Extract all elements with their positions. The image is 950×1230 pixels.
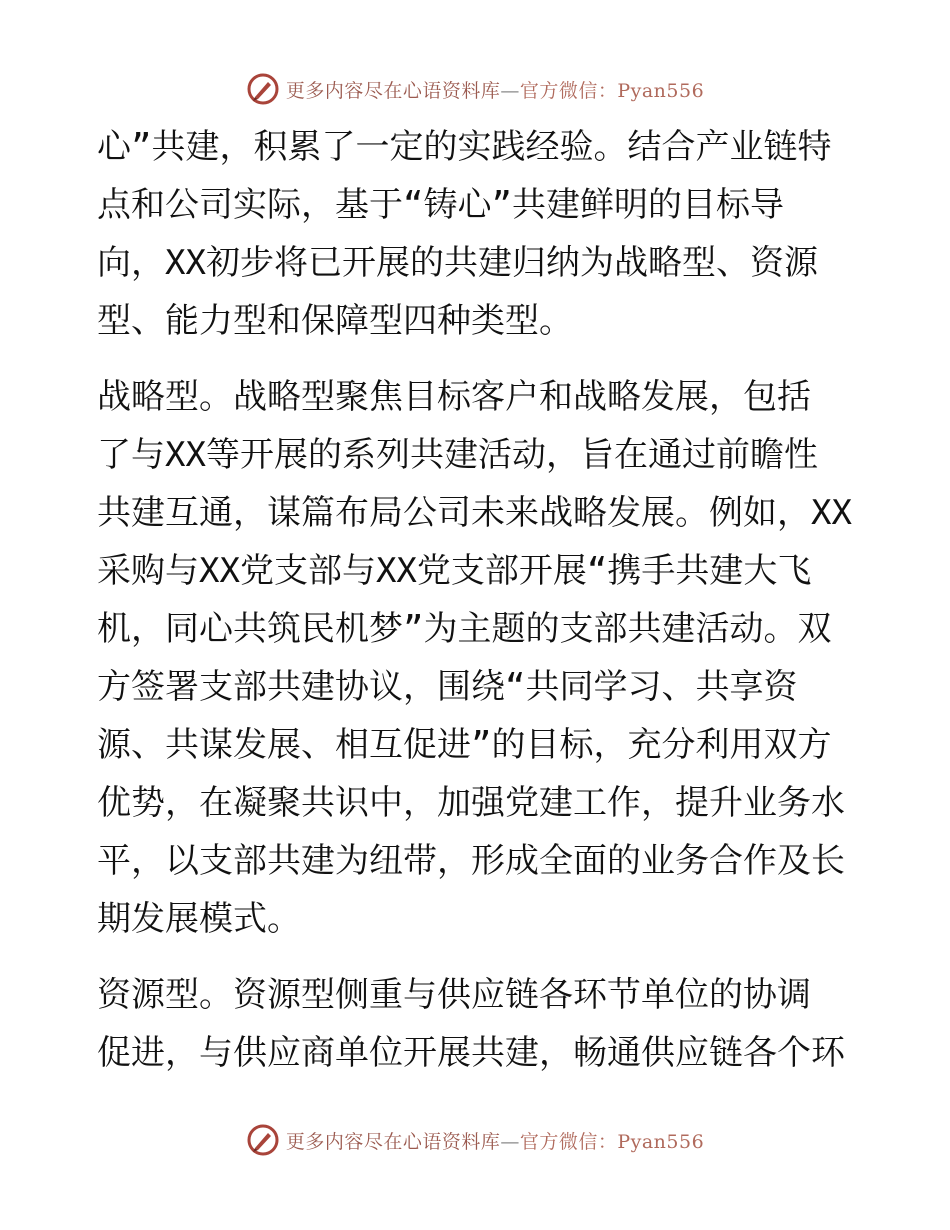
text-line: 机，同心共筑民机梦”为主题的支部共建活动。双	[97, 609, 832, 649]
text-line: 促进，与供应商单位开展共建，畅通供应链各个环	[97, 1033, 845, 1073]
watermark-brand: 更多内容尽在心语资料库	[285, 79, 501, 102]
text-line: 方签署支部共建协议，围绕“共同学习、共享资	[97, 667, 798, 707]
watermark-footer	[0, 1123, 950, 1157]
text-line: 期发展模式。	[97, 899, 301, 939]
text-line: 心”共建，积累了一定的实践经验。结合产业链特	[97, 127, 832, 167]
watermark-contact: 官方微信：Pyan556	[519, 79, 705, 102]
paragraph	[97, 118, 857, 350]
watermark-header	[0, 72, 950, 106]
pen-logo-icon	[246, 72, 280, 106]
watermark-contact: 官方微信：Pyan556	[519, 1130, 705, 1153]
text-line: 平，以支部共建为纽带，形成全面的业务合作及长	[97, 841, 845, 881]
watermark-brand: 更多内容尽在心语资料库	[285, 1130, 501, 1153]
paragraph	[97, 368, 857, 948]
text-line: 战略型。战略型聚焦目标客户和战略发展，包括	[97, 377, 811, 417]
document-body	[97, 118, 857, 1082]
text-line: 采购与XX党支部与XX党支部开展“携手共建大飞	[97, 551, 812, 591]
text-line: 了与XX等开展的系列共建活动，旨在通过前瞻性	[97, 435, 818, 475]
pen-logo-icon	[246, 1123, 280, 1157]
text-line: 型、能力型和保障型四种类型。	[97, 301, 573, 341]
text-line: 向，XX初步将已开展的共建归纳为战略型、资源	[97, 243, 818, 283]
text-line: 共建互通，谋篇布局公司未来战略发展。例如，XX	[97, 493, 852, 533]
watermark-dash: —	[500, 1130, 520, 1153]
watermark-dash: —	[500, 79, 520, 102]
text-line: 资源型。资源型侧重与供应链各环节单位的协调	[97, 975, 811, 1015]
text-line: 优势，在凝聚共识中，加强党建工作，提升业务水	[97, 783, 845, 823]
text-line: 点和公司实际，基于“铸心”共建鲜明的目标导	[97, 185, 784, 225]
paragraph	[97, 966, 857, 1082]
watermark-text	[286, 1127, 704, 1154]
watermark-text	[286, 76, 704, 103]
text-line: 源、共谋发展、相互促进”的目标，充分利用双方	[97, 725, 832, 765]
